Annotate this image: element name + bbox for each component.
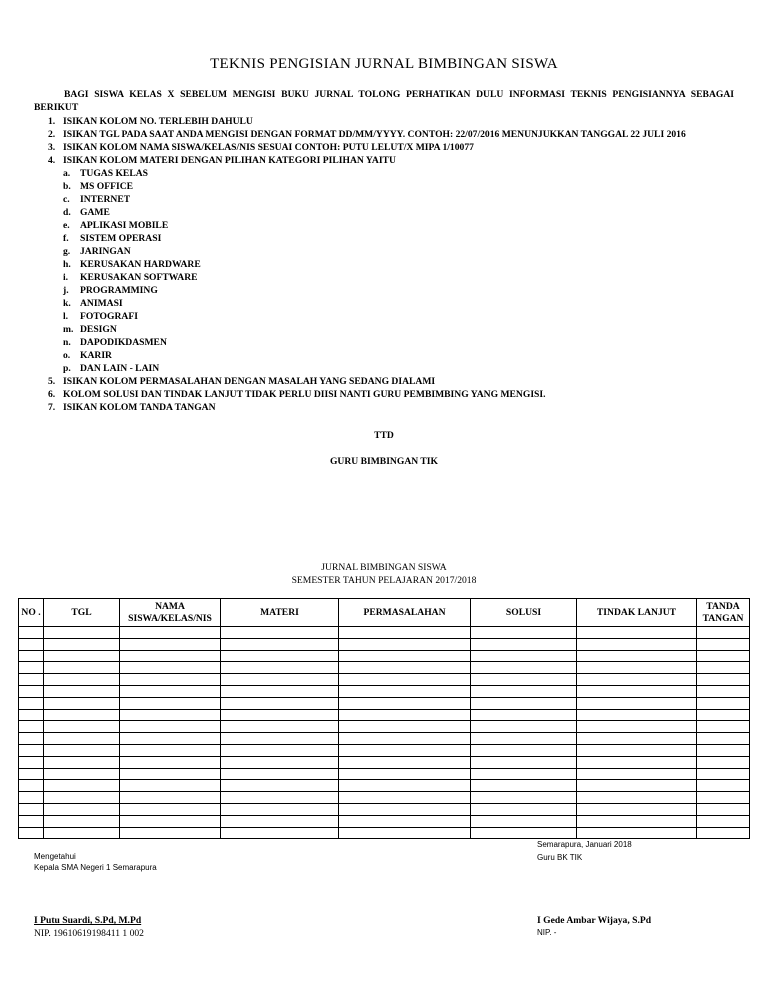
category-text: MS OFFICE (80, 181, 134, 192)
table-cell (471, 709, 577, 721)
category-item (34, 297, 754, 310)
instruction-item (34, 128, 754, 141)
table-cell (120, 756, 221, 768)
category-text: DAN LAIN - LAIN (80, 363, 160, 374)
table-cell (339, 709, 471, 721)
table-cell (471, 685, 577, 697)
signer-nip-left: NIP. 19610619198411 1 002 (34, 928, 144, 939)
instruction-item (34, 154, 754, 167)
table-cell (697, 709, 750, 721)
instruction-text: ISIKAN KOLOM NAMA SISWA/KELAS/NIS SESUAI CONTOH: PUTU LELUT/X MIPA 1/10077 (63, 142, 474, 153)
jurnal-title: JURNAL BIMBINGAN SISWA (321, 562, 447, 573)
table-cell (19, 650, 44, 662)
table-cell (697, 780, 750, 792)
table-cell (577, 638, 697, 650)
category-item (34, 284, 754, 297)
table-cell (120, 638, 221, 650)
table-row (19, 803, 750, 815)
table-cell (19, 709, 44, 721)
category-item (34, 362, 754, 375)
table-cell (471, 756, 577, 768)
table-cell (44, 650, 120, 662)
table-cell (221, 697, 339, 709)
col-header-solusi: SOLUSI (471, 599, 577, 627)
table-cell (471, 827, 577, 839)
table-cell (19, 768, 44, 780)
instruction-text: ISIKAN KOLOM MATERI DENGAN PILIHAN KATEGORI PILIHAN YAITU (63, 155, 396, 166)
table-row (19, 638, 750, 650)
category-text: DESIGN (80, 324, 117, 335)
table-cell (471, 780, 577, 792)
table-cell (19, 674, 44, 686)
table-cell (339, 792, 471, 804)
category-letter: p. (63, 363, 71, 374)
table-cell (339, 650, 471, 662)
col-header-materi: MATERI (221, 599, 339, 627)
category-item (34, 167, 754, 180)
category-item (34, 245, 754, 258)
table-cell (221, 792, 339, 804)
table-cell (19, 780, 44, 792)
col-header-tgl: TGL (44, 599, 120, 627)
table-cell (471, 733, 577, 745)
table-cell (471, 815, 577, 827)
table-cell (577, 768, 697, 780)
category-item (34, 271, 754, 284)
category-text: KERUSAKAN HARDWARE (80, 259, 201, 270)
table-row (19, 780, 750, 792)
sign-label-mengetahui: Mengetahui (34, 852, 76, 861)
category-item (34, 323, 754, 336)
table-cell (221, 627, 339, 639)
category-text: INTERNET (80, 194, 131, 205)
table-cell (577, 627, 697, 639)
table-cell (120, 685, 221, 697)
table-row (19, 815, 750, 827)
table-cell (697, 638, 750, 650)
table-cell (339, 780, 471, 792)
table-row (19, 662, 750, 674)
table-cell (697, 815, 750, 827)
table-cell (120, 780, 221, 792)
table-cell (577, 685, 697, 697)
category-letter: k. (63, 298, 71, 309)
signer-nip-right: NIP. - (537, 928, 557, 937)
table-cell (44, 627, 120, 639)
instruction-text: ISIKAN TGL PADA SAAT ANDA MENGISI DENGAN FORMAT DD/MM/YYYY. CONTOH: 22/07/2016 MENUNJUKKAN TANGGAL 22 JULI 2016 (63, 129, 686, 140)
table-cell (19, 697, 44, 709)
table-cell (19, 803, 44, 815)
category-text: JARINGAN (80, 246, 131, 257)
table-cell (221, 662, 339, 674)
table-cell (19, 662, 44, 674)
table-cell (697, 744, 750, 756)
instruction-number: 5. (48, 376, 56, 387)
table-cell (44, 768, 120, 780)
table-cell (577, 744, 697, 756)
category-item (34, 206, 754, 219)
instruction-item (34, 115, 754, 128)
table-cell (120, 768, 221, 780)
table-cell (697, 697, 750, 709)
table-row (19, 768, 750, 780)
category-letter: i. (63, 272, 69, 283)
table-cell (577, 827, 697, 839)
category-item (34, 258, 754, 271)
table-cell (471, 721, 577, 733)
category-text: DAPODIKDASMEN (80, 337, 167, 348)
table-row (19, 721, 750, 733)
instruction-text: ISIKAN KOLOM NO. TERLEBIH DAHULU (63, 116, 253, 127)
jurnal-heading (0, 561, 768, 587)
instruction-text: KOLOM SOLUSI DAN TINDAK LANJUT TIDAK PERLU DIISI NANTI GURU PEMBIMBING YANG MENGISI. (63, 389, 546, 400)
table-cell (339, 662, 471, 674)
table-cell (19, 721, 44, 733)
table-cell (577, 815, 697, 827)
table-cell (577, 756, 697, 768)
table-cell (120, 709, 221, 721)
table-cell (44, 662, 120, 674)
table-cell (120, 744, 221, 756)
table-cell (471, 744, 577, 756)
table-cell (339, 638, 471, 650)
table-cell (339, 756, 471, 768)
instruction-number: 4. (48, 155, 56, 166)
guru-label: GURU BIMBINGAN TIK (329, 456, 439, 467)
table-cell (471, 768, 577, 780)
table-cell (697, 733, 750, 745)
table-cell (577, 697, 697, 709)
instruction-item (34, 141, 754, 154)
category-item (34, 232, 754, 245)
table-cell (44, 733, 120, 745)
table-cell (221, 709, 339, 721)
category-letter: c. (63, 194, 70, 205)
table-cell (471, 792, 577, 804)
table-cell (120, 815, 221, 827)
table-cell (221, 674, 339, 686)
ttd-label: TTD (374, 430, 394, 441)
table-cell (44, 709, 120, 721)
category-letter: l. (63, 311, 69, 322)
table-cell (120, 674, 221, 686)
category-item (34, 180, 754, 193)
table-cell (44, 685, 120, 697)
table-cell (471, 627, 577, 639)
table-cell (339, 803, 471, 815)
table-cell (120, 803, 221, 815)
table-cell (44, 780, 120, 792)
instruction-list (34, 115, 754, 414)
table-cell (44, 756, 120, 768)
table-cell (221, 827, 339, 839)
table-cell (339, 768, 471, 780)
table-row (19, 650, 750, 662)
table-cell (221, 815, 339, 827)
category-text: APLIKASI MOBILE (80, 220, 169, 231)
jurnal-subtitle: SEMESTER TAHUN PELAJARAN 2017/2018 (291, 575, 477, 586)
jurnal-table (18, 598, 750, 839)
table-cell (221, 650, 339, 662)
table-cell (697, 803, 750, 815)
intro-line-2: BERIKUT (34, 102, 79, 113)
table-cell (120, 827, 221, 839)
table-cell (19, 792, 44, 804)
table-cell (19, 638, 44, 650)
col-header-tindak-lanjut: TINDAK LANJUT (577, 599, 697, 627)
table-cell (44, 792, 120, 804)
table-cell (221, 768, 339, 780)
table-cell (19, 827, 44, 839)
table-cell (44, 827, 120, 839)
table-cell (577, 733, 697, 745)
table-cell (120, 627, 221, 639)
table-cell (339, 815, 471, 827)
category-letter: b. (63, 181, 71, 192)
table-cell (471, 674, 577, 686)
table-cell (120, 733, 221, 745)
table-cell (221, 638, 339, 650)
table-cell (44, 721, 120, 733)
table-cell (221, 733, 339, 745)
category-text: GAME (80, 207, 110, 218)
category-item (34, 349, 754, 362)
category-letter: j. (63, 285, 69, 296)
table-row (19, 674, 750, 686)
table-row (19, 685, 750, 697)
intro-paragraph (34, 88, 734, 114)
category-letter: d. (63, 207, 71, 218)
category-text: PROGRAMMING (80, 285, 158, 296)
table-cell (44, 638, 120, 650)
instruction-text: ISIKAN KOLOM TANDA TANGAN (63, 402, 216, 413)
signer-name-left: I Putu Suardi, S.Pd, M.Pd (34, 915, 142, 926)
category-letter: m. (63, 324, 74, 335)
page-title: TEKNIS PENGISIAN JURNAL BIMBINGAN SISWA (210, 56, 558, 72)
table-cell (44, 697, 120, 709)
table-cell (471, 650, 577, 662)
instruction-number: 7. (48, 402, 56, 413)
table-cell (577, 650, 697, 662)
table-cell (577, 721, 697, 733)
table-cell (339, 733, 471, 745)
instruction-number: 2. (48, 129, 56, 140)
table-row (19, 627, 750, 639)
table-cell (221, 744, 339, 756)
table-cell (697, 627, 750, 639)
table-row (19, 697, 750, 709)
table-cell (44, 815, 120, 827)
table-row (19, 709, 750, 721)
category-letter: e. (63, 220, 70, 231)
table-header-row (19, 599, 750, 627)
category-text: TUGAS KELAS (80, 168, 148, 179)
table-cell (221, 756, 339, 768)
table-cell (471, 697, 577, 709)
table-cell (577, 803, 697, 815)
category-letter: g. (63, 246, 71, 257)
category-item (34, 336, 754, 349)
table-cell (697, 792, 750, 804)
table-cell (120, 662, 221, 674)
table-cell (577, 709, 697, 721)
table-cell (19, 756, 44, 768)
table-row (19, 792, 750, 804)
table-cell (339, 674, 471, 686)
table-body (19, 627, 750, 839)
col-header-tanda-tangan: TANDA TANGAN (697, 599, 750, 627)
category-text: SISTEM OPERASI (80, 233, 162, 244)
table-cell (221, 721, 339, 733)
table-cell (577, 662, 697, 674)
category-text: KARIR (80, 350, 112, 361)
table-cell (697, 662, 750, 674)
table-cell (221, 780, 339, 792)
table-cell (339, 685, 471, 697)
table-cell (697, 650, 750, 662)
instruction-number: 6. (48, 389, 56, 400)
table-cell (697, 768, 750, 780)
table-cell (697, 827, 750, 839)
table-cell (471, 803, 577, 815)
sign-role-right: Guru BK TIK (537, 853, 583, 862)
table-cell (19, 733, 44, 745)
table-cell (120, 650, 221, 662)
table-cell (19, 627, 44, 639)
table-cell (339, 627, 471, 639)
category-item (34, 193, 754, 206)
instruction-number: 3. (48, 142, 56, 153)
instruction-text: ISIKAN KOLOM PERMASALAHAN DENGAN MASALAH YANG SEDANG DIALAMI (63, 376, 436, 387)
category-text: FOTOGRAFI (80, 311, 138, 322)
sign-place-date: Semarapura, Januari 2018 (537, 840, 632, 849)
signer-name-right: I Gede Ambar Wijaya, S.Pd (537, 915, 652, 926)
table-cell (577, 780, 697, 792)
category-text: ANIMASI (80, 298, 123, 309)
category-letter: h. (63, 259, 71, 270)
sign-role-left: Kepala SMA Negeri 1 Semarapura (34, 863, 157, 872)
category-letter: o. (63, 350, 71, 361)
table-row (19, 827, 750, 839)
table-cell (44, 674, 120, 686)
instruction-number: 1. (48, 116, 56, 127)
table-cell (339, 744, 471, 756)
table-cell (339, 721, 471, 733)
table-row (19, 756, 750, 768)
table-cell (577, 674, 697, 686)
col-header-no: NO . (19, 599, 44, 627)
category-letter: f. (63, 233, 69, 244)
table-row (19, 733, 750, 745)
instruction-item (34, 375, 754, 388)
instruction-item (34, 388, 754, 401)
table-cell (19, 815, 44, 827)
table-cell (471, 638, 577, 650)
table-row (19, 744, 750, 756)
table-cell (221, 803, 339, 815)
table-cell (577, 792, 697, 804)
table-cell (120, 792, 221, 804)
category-letter: n. (63, 337, 71, 348)
table-cell (44, 744, 120, 756)
table-cell (44, 803, 120, 815)
category-letter: a. (63, 168, 71, 179)
col-header-nama: NAMA SISWA/KELAS/NIS (120, 599, 221, 627)
intro-line-1: BAGI SISWA KELAS X SEBELUM MENGISI BUKU JURNAL TOLONG PERHATIKAN DULU INFORMASI TEKNIS PENGISIANNYA SEBAGAI (64, 89, 734, 100)
table-cell (120, 721, 221, 733)
table-cell (697, 756, 750, 768)
table-cell (19, 744, 44, 756)
category-item (34, 219, 754, 232)
table-cell (339, 697, 471, 709)
table-cell (19, 685, 44, 697)
category-text: KERUSAKAN SOFTWARE (80, 272, 198, 283)
col-header-permasalahan: PERMASALAHAN (339, 599, 471, 627)
instruction-item (34, 401, 754, 414)
table-cell (221, 685, 339, 697)
category-item (34, 310, 754, 323)
table-cell (339, 827, 471, 839)
table-cell (697, 674, 750, 686)
table-cell (697, 685, 750, 697)
table-cell (120, 697, 221, 709)
table-cell (471, 662, 577, 674)
table-cell (697, 721, 750, 733)
